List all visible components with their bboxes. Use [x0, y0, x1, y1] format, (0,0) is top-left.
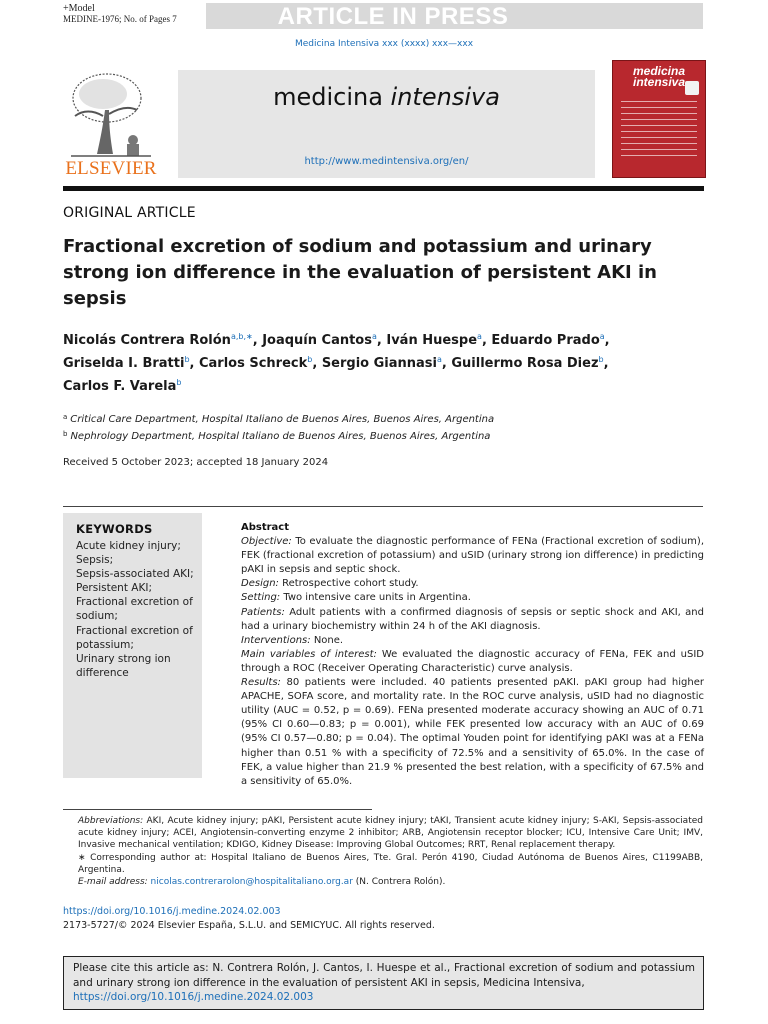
abstract-results: Results: 80 patients were included. 40 patients presented pAKI. pAKI group had higher APACHE, SOFA score, and mortality rate. In the ROC curve analysis, uSID had no diagnostic utility (AUC = 0.52, p = 0.69). FENa presented moderate accuracy showing an AUC of 0.71 (95% CI 0.60—0.83; p = 0.001), while FEK presented low accuracy with an AUC of 0.69 (95% CI 0.57—0.80; p = 0.04). The optimal Youden point for identifying pAKI was at a FENa higher than 0.51 % with a specificity of 72.5% and a sensitivity of 65.0%. In the case of FEK, a value higher than 21.9 % presented the best relation, with a specificity of 67.5% and a sensitivity of 65.0%.	[241, 677, 704, 787]
journal-url-link[interactable]: http://www.medintensiva.org/en/	[304, 156, 469, 167]
elsevier-wordmark: ELSEVIER	[65, 158, 157, 179]
received-dates: Received 5 October 2023; accepted 18 January 2024	[63, 457, 329, 468]
abstract-setting: Setting: Two intensive care units in Argentina.	[241, 592, 471, 604]
abstract-design: Design: Retrospective cohort study.	[241, 578, 419, 590]
manuscript-number: MEDINE-1976; No. of Pages 7	[63, 14, 177, 24]
author-8: Guillermo Rosa Diez$^b$,	[451, 355, 609, 371]
citation-doi-link[interactable]: https://doi.org/10.1016/j.medine.2024.02.003	[73, 991, 314, 1004]
keyword-item: Acute kidney injury;	[76, 540, 181, 552]
keyword-item: Fractional excretion of sodium;	[76, 596, 193, 623]
affiliation-b: $^b$ Nephrology Department, Hospital Italiano de Buenos Aires, Buenos Aires, Argentina	[63, 430, 491, 442]
author-6: Carlos Schreck$^b$,	[198, 355, 322, 371]
abbreviations-footnote: Abbreviations: AKI, Acute kidney injury; pAKI, Persistent acute kidney injury; tAKI, Transient acute kidney injury; S-AKI, Sepsis-associated acute kidney injury; ACEI, Angiotensin-converting enzyme 2 inhibitor; ARB, Angiotensin receptor blocker; ICU, Intensive Care Unit; IMV, Invasive mechanical ventilation; KDIGO, Kidney Disease: Improving Global Outcomes; RRT, Renal replacement therapy.	[78, 816, 703, 851]
header-rule	[63, 186, 704, 191]
abstract-objective: Objective: To evaluate the diagnostic performance of FENa (Fractional excretion of sodium), FEK (fractional excretion of potassium) and uSID (urinary strong ion difference) in predicting pAKI in sepsis and septic shock.	[241, 536, 704, 576]
keyword-item: Persistent AKI;	[76, 582, 152, 595]
author-4: Eduardo Prado$^a$,	[491, 332, 610, 348]
author-7: Sergio Giannasi$^a$,	[321, 355, 452, 371]
email-footnote: E-mail address: nicolas.contrerarolon@hospitalitaliano.org.ar (N. Contrera Rolón).	[78, 877, 446, 888]
citation-box	[63, 956, 704, 1010]
author-3: Iván Huespe$^a$,	[386, 332, 492, 348]
cover-badge-icon	[685, 81, 699, 95]
cover-title-line2: intensiva	[632, 75, 686, 89]
affiliation-a: $^a$ Critical Care Department, Hospital Italiano de Buenos Aires, Buenos Aires, Argentina	[63, 413, 495, 425]
keywords-heading: KEYWORDS	[76, 522, 153, 536]
footnote-rule	[63, 809, 372, 810]
email-link[interactable]: nicolas.contrerarolon@hospitalitaliano.org.ar	[150, 877, 353, 888]
keyword-item: Fractional excretion of potassium;	[76, 624, 193, 651]
abstract-top-rule	[63, 506, 703, 507]
abstract-heading: Abstract	[241, 522, 290, 533]
footnotes	[63, 815, 703, 888]
journal-title-italic: intensiva	[390, 83, 500, 111]
affiliations	[63, 410, 703, 444]
author-1: Nicolás Contrera Rolón$^{a,b,∗}$,	[63, 332, 263, 348]
author-9: Carlos F. Varela$^b$	[63, 378, 182, 394]
keyword-item: Sepsis-associated AKI;	[76, 568, 194, 581]
cover-text-lines	[621, 101, 697, 161]
article-title: Fractional excretion of sodium and potassium and urinary strong ion difference in the evaluation of persistent AKI in sepsis	[63, 236, 657, 309]
journal-reference-link[interactable]: Medicina Intensiva xxx (xxxx) xxx—xxx	[294, 39, 474, 49]
manuscript-info	[63, 3, 177, 25]
journal-title-plain: medicina	[273, 83, 391, 111]
cover-title-line1: medicina	[632, 64, 686, 78]
doi-link[interactable]: https://doi.org/10.1016/j.medine.2024.02.003	[63, 906, 281, 917]
author-5: Griselda I. Bratti$^b$,	[63, 355, 199, 371]
article-in-press-banner	[206, 3, 703, 29]
corresponding-author-footnote: ∗ Corresponding author at: Hospital Italiano de Buenos Aires, Tte. Gral. Perón 4190, Ciudad Autónoma de Buenos Aires, C1199ABB, Argentina.	[78, 852, 703, 875]
keywords-list	[76, 539, 198, 680]
journal-title	[178, 83, 595, 111]
citation-text: Please cite this article as: N. Contrera Rolón, J. Cantos, I. Huespe et al., Fractional excretion of sodium and potassium and urinary strong ion difference in the evaluation of persistent AKI in sepsis, Medicina Intensiva, https://doi.org/10.1016/j.medine.2024.02.003	[73, 962, 695, 1004]
abstract	[241, 521, 704, 789]
section-label: ORIGINAL ARTICLE	[63, 205, 196, 221]
abstract-interventions: Interventions: None.	[241, 634, 344, 646]
journal-cover-thumbnail[interactable]	[612, 60, 706, 178]
keyword-item: Urinary strong ion difference	[76, 652, 171, 679]
journal-banner	[178, 70, 595, 178]
article-in-press-text: ARTICLE IN PRESS	[277, 3, 509, 30]
abstract-patients: Patients: Adult patients with a confirmed diagnosis of sepsis or septic shock and AKI, and had a urinary biochemistry within 24 h of the AKI diagnosis.	[241, 606, 704, 632]
abstract-main-variables: Main variables of interest: We evaluated the diagnostic accuracy of FENa, FEK and uSID through a ROC (Receiver Operating Characteristic) curve analysis.	[241, 648, 704, 674]
keyword-item: Sepsis;	[76, 554, 114, 567]
model-label: +Model	[63, 3, 95, 14]
author-list	[63, 327, 703, 396]
keywords-box	[63, 513, 202, 778]
author-2: Joaquín Cantos$^a$,	[262, 332, 387, 348]
copyright-line: 2173-5727/© 2024 Elsevier España, S.L.U. and SEMICYUC. All rights reserved.	[63, 920, 435, 931]
